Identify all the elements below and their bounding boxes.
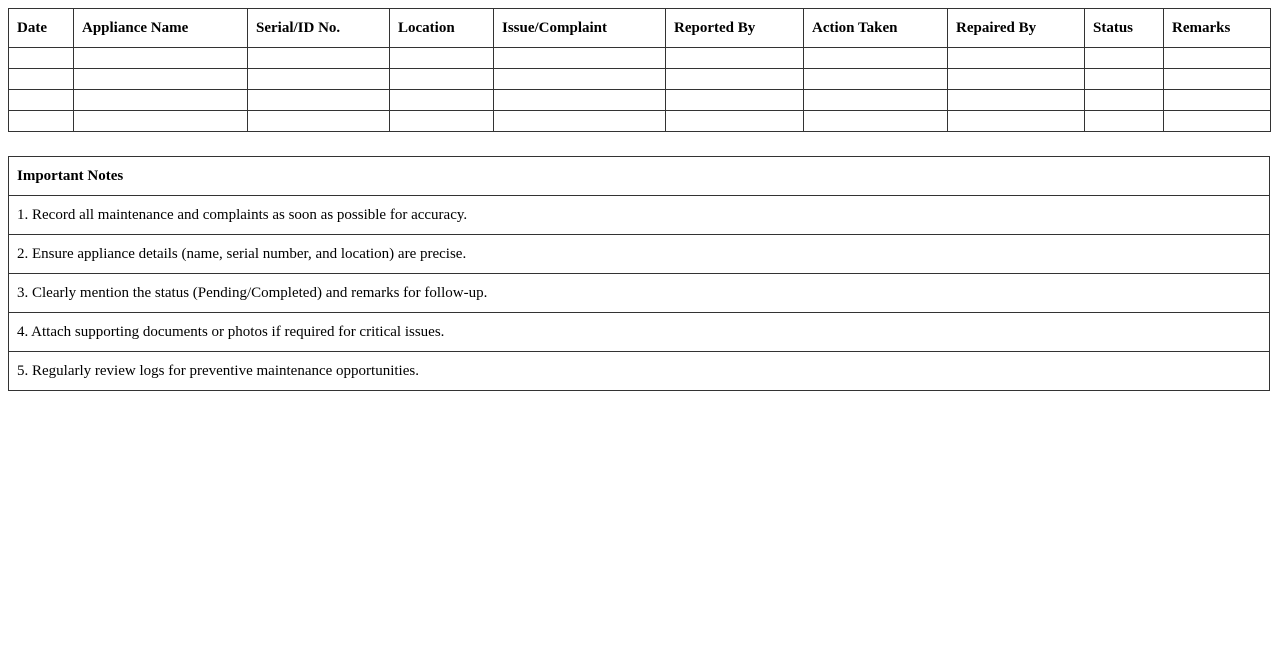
table-cell[interactable] (1085, 69, 1164, 90)
table-cell[interactable] (390, 69, 494, 90)
table-cell[interactable] (804, 69, 948, 90)
table-row (9, 69, 1271, 90)
table-cell[interactable] (390, 111, 494, 132)
note-item: 3. Clearly mention the status (Pending/Completed) and remarks for follow-up. (9, 274, 1270, 313)
table-cell[interactable] (1164, 69, 1271, 90)
table-cell[interactable] (804, 111, 948, 132)
notes-row (9, 274, 1270, 313)
table-cell[interactable] (666, 90, 804, 111)
notes-row (9, 235, 1270, 274)
table-cell[interactable] (948, 69, 1085, 90)
table-cell[interactable] (9, 111, 74, 132)
table-cell[interactable] (494, 48, 666, 69)
table-cell[interactable] (390, 90, 494, 111)
table-cell[interactable] (1164, 90, 1271, 111)
table-cell[interactable] (9, 48, 74, 69)
column-header-serial-id: Serial/ID No. (248, 9, 390, 48)
column-header-repaired-by: Repaired By (948, 9, 1085, 48)
table-cell[interactable] (248, 90, 390, 111)
notes-row (9, 352, 1270, 391)
table-cell[interactable] (390, 48, 494, 69)
table-cell[interactable] (494, 90, 666, 111)
note-item: 4. Attach supporting documents or photos if required for critical issues. (9, 313, 1270, 352)
table-cell[interactable] (74, 69, 248, 90)
table-row (9, 48, 1271, 69)
table-cell[interactable] (1164, 48, 1271, 69)
table-header-row (9, 9, 1271, 48)
column-header-action-taken: Action Taken (804, 9, 948, 48)
table-cell[interactable] (1085, 111, 1164, 132)
table-cell[interactable] (948, 90, 1085, 111)
table-cell[interactable] (248, 111, 390, 132)
column-header-date: Date (9, 9, 74, 48)
table-cell[interactable] (666, 69, 804, 90)
table-cell[interactable] (948, 48, 1085, 69)
column-header-status: Status (1085, 9, 1164, 48)
notes-heading: Important Notes (9, 157, 1270, 196)
column-header-location: Location (390, 9, 494, 48)
table-cell[interactable] (74, 48, 248, 69)
table-cell[interactable] (1085, 90, 1164, 111)
note-item: 1. Record all maintenance and complaints as soon as possible for accuracy. (9, 196, 1270, 235)
column-header-appliance-name: Appliance Name (74, 9, 248, 48)
table-cell[interactable] (9, 69, 74, 90)
table-cell[interactable] (248, 69, 390, 90)
notes-row (9, 313, 1270, 352)
table-cell[interactable] (666, 48, 804, 69)
column-header-remarks: Remarks (1164, 9, 1271, 48)
table-row (9, 111, 1271, 132)
note-item: 5. Regularly review logs for preventive maintenance opportunities. (9, 352, 1270, 391)
notes-heading-row (9, 157, 1270, 196)
table-cell[interactable] (248, 48, 390, 69)
table-cell[interactable] (804, 48, 948, 69)
table-cell[interactable] (74, 111, 248, 132)
notes-row (9, 196, 1270, 235)
table-cell[interactable] (74, 90, 248, 111)
table-cell[interactable] (666, 111, 804, 132)
table-cell[interactable] (9, 90, 74, 111)
table-cell[interactable] (494, 111, 666, 132)
maintenance-log-table (8, 8, 1271, 132)
table-cell[interactable] (1164, 111, 1271, 132)
column-header-issue-complaint: Issue/Complaint (494, 9, 666, 48)
table-cell[interactable] (494, 69, 666, 90)
table-cell[interactable] (804, 90, 948, 111)
table-cell[interactable] (948, 111, 1085, 132)
column-header-reported-by: Reported By (666, 9, 804, 48)
note-item: 2. Ensure appliance details (name, serial number, and location) are precise. (9, 235, 1270, 274)
important-notes-table (8, 156, 1270, 391)
table-cell[interactable] (1085, 48, 1164, 69)
table-row (9, 90, 1271, 111)
